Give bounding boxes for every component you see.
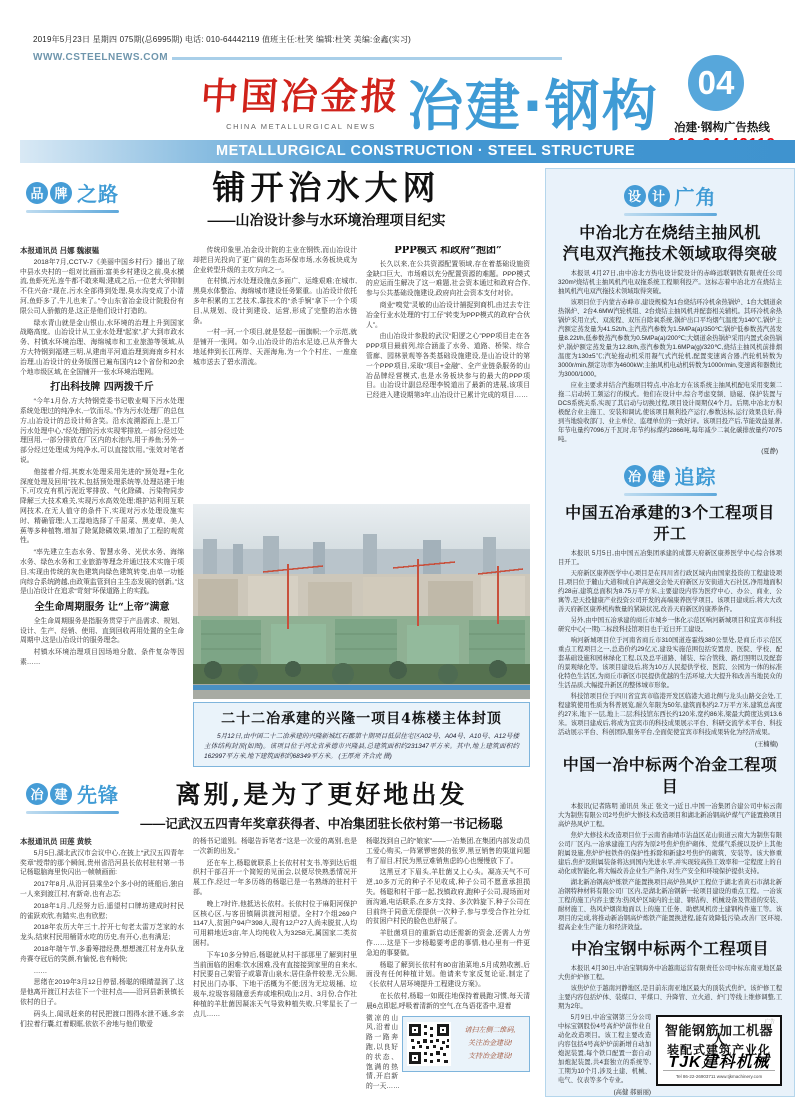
ad-brand: TJK建科机械 xyxy=(668,1053,770,1071)
article-column xyxy=(366,246,530,504)
paragraph: 另外,由中国五冶承建的商丘市城乡一体化示范区响河新城项目和宜宾市科技研究中心(一期)二标段科技馆项目也于近日开工建设。 xyxy=(558,617,782,634)
title-line: 中冶北方在烧结主抽风机 xyxy=(579,223,761,242)
dateline: 2019年5月23日 星期四 075期(总6995期) 电话: 010-64442119 值班主任:杜笑 编辑:杜笑 美编:金鑫(实习) xyxy=(33,35,412,44)
badge-label: 之路 xyxy=(77,184,119,206)
paragraph: 下车10多分钟后,杨聪就从村干部那里了解到村里当前面临的困难:饮水困难,没有直接接到家里的自来水,村民要自己架管子或靠背山泉水;居住条件较差,无公厕,村民出门办事、下地干活概为不便;因为无垃圾桶、垃圾车,垃圾容易随意丢弃或堆积成山;2月、3月份,合作社种植的羊肚菌因凝冻天气导致种植失败,只零星长了一点儿…… xyxy=(193,951,357,1018)
paragraph: 全生命周期服务是指服务贯穿于产品需求、规划、设计、生产、经销、使用、直到回收再用处置的全生命周期中,这是山冶设计的服务理念。 xyxy=(20,617,184,645)
author-signature: (夏静) xyxy=(761,448,778,456)
paragraph: 思绪在2019年3月12日停留,杨聪的眼睛湿润了,这是他离开渡江村去往下一个驻村点——沿河县新景镇长依村的日子。 xyxy=(20,979,184,1006)
author-signature: (王楠楠) xyxy=(754,741,778,749)
caption-text xyxy=(204,732,519,762)
badge-circle: 冶 xyxy=(26,783,48,805)
article-title: 中国五冶承建的3个工程项目开工 xyxy=(565,503,775,544)
ad-headline: 智能钢筋加工机器人 xyxy=(664,1022,773,1047)
photo-credit: (王厚亮 齐合虎 摄) xyxy=(338,753,392,760)
paragraph: 杨聪找到自己的“娘家”——一冶集团,在集团内部发动员工爱心购买,一阵紧锣密鼓的张罗,黑豆销售的渠道问题有了眉目,村民为黑豆难销焦虑的心也慢慢放下了。 xyxy=(366,838,530,865)
sidebar-article-tracking xyxy=(558,461,782,748)
paragraph: 他接着介绍,其废水处理采用先进的“预处理+生化深度处理及回用”技术,包括预处理系统等,处理站建于地下,可攻克有机污泥近零排放、气化除磷、污染物同步降解三大技术难关,实现污水高效处理;维护站利用互联网技术,在无人值守的条件下,实现对污水处理设施实时、精确管理;人工湿地选择了千屈菜、黑麦草、美人蕉等多种植物,增加了除氮除磷效果,增加了工程的观赏性。 xyxy=(20,468,184,545)
badge-circle: 冶 xyxy=(624,465,646,487)
hotline-label: 冶建·钢构广告热线 xyxy=(674,122,770,134)
paragraph: 本报讯 4月27日,由中冶北方热电设计院设计的赤峰远联钢铁有限责任公司320m²烧结机主抽风机汽电双拖系统工程顺利投产。这标志着中冶北方在烧结主抽风机汽电双汽拖技术领域取得突破。 xyxy=(558,270,782,296)
page-number-badge: 04 xyxy=(688,55,744,111)
website-url: WWW.CSTEELNEWS.COM xyxy=(33,52,169,63)
qr-promo-line: 请扫左侧二维码, xyxy=(464,1027,516,1035)
paragraph: 村镇水环境治理项目因场地分散、条件复杂等因素…… xyxy=(20,649,184,667)
paragraph: 湖北新冶钢高炉炼铁产能置换项目高炉热风炉工程位于湖北省黄石市湖北新冶钢特种材料有限公司厂区内,是湖北新冶钢新一轮项目建设的重点工程。一冶该工程的施工内容主要为:热风炉区域内的土建、钢结构、机械设备及管道的安装、耐材施工、热风炉烟囱地面以上的施工任务、助燃风机房土建钢构件施工等。该项目的完成,将推动新冶钢高炉炼铁产能置换进程,能有效降低污染,改善厂区环境,提高企业生产能力和经济效益。 xyxy=(558,878,782,931)
section-banner: METALLURGICAL CONSTRUCTION · STEEL STRUCTURE xyxy=(20,140,795,163)
paragraph: 本报讯 4月30日,中冶宝钢海外中冶越南运营有限责任公司中标东南亚地区最大焦炉炉修工程。 xyxy=(558,964,782,981)
article-subtitle: ——山冶设计参与水环境治理项目纪实 xyxy=(207,212,446,229)
qr-code xyxy=(407,1022,451,1066)
header-rule xyxy=(172,57,562,60)
masthead xyxy=(196,66,406,131)
sidebar-article-design xyxy=(558,181,782,455)
badge-underline xyxy=(26,811,119,814)
qr-promo-box xyxy=(402,1016,530,1072)
paragraph: 晚上7时许,他抵达长依村。长依村位于麻阳河保护区核心区,与客田镇隔洪渡河相望。全村7个组269户1147人,贫困户94户398人,现有12户27人尚未脱贫,人均可用耕地近3亩,年人均纯收入为3258元,属国家二类贫困村。 xyxy=(193,900,357,947)
badge-circle: 建 xyxy=(50,783,72,805)
badge-label: 广角 xyxy=(674,187,717,209)
paragraph: 2018年7月,CCTV-7《美丽中国乡村行》播出了琼中县水央村的一组对比画面:富美乡村建设之前,臭水横流,鱼虾死光,连牛都不敢来喝;建成之后,一位老大爷抑制不住兴奋:“现在,污水全部得到处理,臭水沟变成了小清河,鱼虾多了,牛儿也来了。”令山东省冶金设计院股份有限公司人骄傲的是,这正是他们设计打造的。 xyxy=(20,258,184,315)
paragraph: 传统印象里,冶金设计院的主业在钢铁,而山冶设计却把目光投向了更广阔的生态环保市场,水务板块成为企业转型升级的主攻方向之一。 xyxy=(193,247,357,274)
paragraph: 该项目位于内蒙古赤峰市,建设规模为1台烧结环冷机余热锅炉、1台大烟道余热锅炉、2台4.6MW汽轮机组、2台烧结主抽风机并配套相关辅机。其环冷机余热锅炉采用立式、双流程、双压自除氧系统,锅炉出口平均烟气温度为140℃,锅炉主汽额定蒸发量为41.52t/h,主汽蒸汽参数为1.5MPa(a)/350℃;锅炉低参数蒸汽蒸发量8.22t/h,低参数蒸汽参数为0.5MPa(a)/200℃;大烟道余热锅炉采用内置式余热锅炉,锅炉额定蒸发量为12.8t/h,蒸汽参数为1.6MPa(g)/320℃,烧结主抽风机前排烟温度为130±5℃;汽轮拖动机采用凝气式汽轮机,配置变速离合器,汽轮机转数为3000r/min,额定功率为4600kW;主抽风机电动机转数为1000r/min,变速离和器数比为3000/1000。 xyxy=(558,299,782,379)
paragraph: 码头上,闻讯赶来的村民把渡口围得水泄不通,乡亲们拉着行囊,红着眼眶,依依不舍地与他们敬爱 xyxy=(20,1010,184,1028)
article-first-secretary xyxy=(20,775,538,1099)
paragraph: 长久以来,在公共资源配置领域,存在着基础设施资金缺口巨大、市场难以充分配置资源的难题。PPP模式的应运而生解决了这一难题,社会资本通过和政府合作,参与公共基础设施建设,政府向社会资本支付对价。 xyxy=(366,260,530,298)
ad-label: 广告 xyxy=(764,1018,775,1025)
paragraph: 焦炉大修技术改造项目位于云南省曲靖市沾益区花山街道云南大为制焦有限公司厂区内,一冶承建施工内容为原2号焦炉焦炉砌体、荒煤气系统以及炉上其他附属设施,焦炉炉柱铁件的保护性拆除和新建2号焦炉的砌筑、安装等。该大修重建后,焦炉及附属装备将达到国内先进水平,并实现较高热工效率和一定程度上的自动化或智能化,将大幅改善企业生产条件,对生产安全和环境保护提供支持。 xyxy=(558,831,782,875)
byline: 本报通讯员 田莲 黄轶 xyxy=(20,837,92,846)
article-title xyxy=(558,222,782,264)
byline: 本报通讯员 吕娜 魏淑韫 xyxy=(20,246,100,255)
paragraph: 科技馆项目位于四川省宜宾市临港开发区临港大道北侧与龙头山路交会处,工程建筑使用性质为科普展览,耐久年限为50年,建筑面积约2.7万平方米,建筑总高度约27米,地下一层,地上二层;科技馆东西长约120米,宽约86米,梁最大跨度达到13.6米。该项目建成后,将成为宜宾市的科技成果展示平台、科研交流学术平台、科技活动展示平台、科创团队服务平台,全面促使宜宾市科技成果转化为经济成果。 xyxy=(558,693,782,737)
sidebar-article-baosteel xyxy=(558,938,782,1096)
sub-headline: PPP模式 和政府“抱团” xyxy=(394,246,502,256)
paragraph: 在长依村,杨聪一如既往地保持着晨跑习惯,每天清晨6点即起,呼吸着清新的空气,在鸟语花香中,迎着 xyxy=(366,992,530,1010)
main-content xyxy=(20,168,538,1099)
paragraph: 2018年端午节,多番筹措经费,想想渡江村龙舟队龙舟赛夺冠后的笑颜,有愉悦,也有畅快; xyxy=(20,945,184,963)
badge-circle: 设 xyxy=(624,185,646,207)
sub-headline: 全生命周期服务 让“上帝”满意 xyxy=(34,602,170,614)
advertisement-box xyxy=(656,1015,782,1086)
construction-photo xyxy=(193,504,530,699)
paragraph: 本报讯(记者陈明 通讯员 朱正 张文一)近日,中国一冶集团合建公司中标云南大为制焦有限公司2号焦炉大修技术改造项目和湖北新冶钢高炉煤气产能置换项目高炉热风炉工程。 xyxy=(558,802,782,828)
ad-subline: 装配式建筑产业化 xyxy=(666,1042,771,1057)
paragraph: …… xyxy=(33,967,48,975)
photo-caption-box xyxy=(193,702,530,767)
article-title: 中冶宝钢中标两个工程项目 xyxy=(570,938,769,958)
article-title: 铺开治水大网 xyxy=(212,168,441,207)
title-line: 汽电双汽拖技术领域取得突破 xyxy=(562,244,778,264)
paragraph: 2018年1月,几经努力后,遥望村口牌坊建成时村民的雀跃欢欣,有踏实,也有欣慰; xyxy=(20,902,184,920)
paragraph: 一村一河,一个项目,就是竖起一面旗帜;一个示范,就是铺开一张网。如今,山冶设计的治水足迹,已从齐鲁大地延伸到长江两岸、天涯海角,为一个个村庄、一座座城市送去了碧水清流。 xyxy=(193,329,357,366)
paragraph: 2017年8月,从沿河县乘坐2个多小时的班船后,独自一人来到渡江村,有新奇,也有忐忑; xyxy=(20,881,184,898)
paragraph: “今年1月份,方大特钢党委书记敬业喝下污水处理系统处理过的纯净水,一饮而尽。”作为污水处理厂的总包方,山冶设计的总设计师含笑。沿水流溯源而上,是工厂污水处理中心,“经处理的污水实现零排放,一部分经过处理回用,一部分排放在厂区内的水池内,用于养鱼;另外一部分经过处理成为纯净水,可以直接饮用。”张效对笔者说。 xyxy=(20,398,184,464)
design-view-badge xyxy=(624,181,717,216)
sub-headline: 打出科技牌 四两拨千斤 xyxy=(50,382,154,394)
paragraph: 杨聪了解到长依村有80亩油菜地,5月成熟收割,后面没有任何种植计划。他请来专家反复论证,制定了《长依村人居环境提升工程建设方案》。 xyxy=(366,961,530,989)
sidebar xyxy=(545,168,795,1097)
qr-promo-line: 支持冶金建设! xyxy=(468,1053,512,1061)
badge-underline xyxy=(624,213,717,216)
paragraph: 本报讯 5月5日,由中国五冶集团承建的成都天府新区康养医学中心综合体项目开工。 xyxy=(558,550,782,567)
caption-body: 5月12日,由中国二十二冶承建的兴隆新城红石郡第十期项目低层住宅区A02号、A04号、A10号、A12号楼主体结构封顶(如图)。该项目位于河北省承德市兴隆县,总建筑面积约231347平方米。其中,地上建筑面积约162997平方米,地下建筑面积约68349平方米。 xyxy=(204,733,519,760)
badge-underline xyxy=(26,210,119,213)
paragraph: 5月9日,中冶宝钢第三分公司中标宝钢股份4号高炉炉前作业自动化改造项目。该工程主要改造内容包括4号高炉炉前新增自动加炮泥装置,每个铁口配置一套自动加炮泥装置,共4套独立的系统等,工期为10个月,涉及土建、机械、电气、仪表等多个专业。 xyxy=(558,1013,651,1084)
article-title: 中国一冶中标两个冶金工程项目 xyxy=(562,755,778,796)
paragraph: 的杨书记道别。杨聪告诉笔者:“这是一次爱的离别,也是一次新的出发。” xyxy=(193,838,357,855)
caption-title: 二十二冶承建的兴隆一项目4栋楼主体封顶 xyxy=(221,711,502,727)
paragraph: 该焦炉位于越南河静地区,是目前东南亚地区最大的顶装式焦炉。该炉修工程主要内容包括炉体、装煤口、平煤口、升降管、立火道、炉门等线上维修调整,工期为2年。 xyxy=(558,984,782,1010)
article-column xyxy=(20,837,184,1099)
qr-promo-text xyxy=(455,1024,525,1063)
masthead-brand-en: CHINA METALLURGICAL NEWS xyxy=(226,122,376,131)
masthead-brand-cn: 中国冶金报 xyxy=(199,74,403,118)
badge-circle: 牌 xyxy=(50,182,72,204)
badge-circle: 品 xyxy=(26,182,48,204)
ad-contact: Tel 86-22-26903711 www.tjkmachinery.com xyxy=(663,1070,775,1081)
paragraph: 响河新城项目位于河南省商丘市310国道连霍线380公里处,是商丘市示范区重点工程项目之一,总造价约29亿元,建设实施范围包括安置房、医院、学校、配套基础设施和园林绿化工程,以及总平道路、铺装、综合管线、路灯照明以及配套的景观绿化等。该项目建设后,将为10万人民提供学校、医院、公园为一体的标准化特色生活区,为商丘市新区市民提供优越的生活环境,大大提升和改善当地民众的生活品质,大幅提升新区的整体城市形象。 xyxy=(558,637,782,690)
badge-label: 先锋 xyxy=(77,785,119,807)
author-signature: (高健 郝丽丽) xyxy=(613,1088,651,1096)
paragraph: 羊肚菌项目的重新启动还需新的资金,还需人力劳作……这是下一步杨聪要考虑的事情,他心里有一件更急迫的事要做。 xyxy=(366,930,530,957)
article-column xyxy=(366,837,530,1099)
badge-label: 追踪 xyxy=(674,467,717,490)
badge-circle: 计 xyxy=(648,185,670,207)
paragraph: 应业主要求并结合汽拖项目特点,中冶北方在该系统主抽风机配电采用变频二拖二启动转工频运行的模式。他们在设计中,综合考虑变频、励磁、保护装置与DCS系统关系,实现了其启动与切换过程,项目设计周期仅4个月。后期,中冶北方积极配合业主施工、安装和调试,使该项目顺利投产运行,参数达标,运行效果良好,得到当地验收部门、业主单位、监理单位的一致好评。该项目投产后,节能效益显著,年节电量约7096万千瓦时,年节约标煤约2866吨,每年减少二氧化碳排放量约7075吨。 xyxy=(558,382,782,444)
article-water-treatment xyxy=(20,170,538,769)
paragraph: 天府新区康养医学中心项目是在四川省行政区域内由国家投资的工程建设项目,项目位于麓山大道和成自泸高速交会处天府新区万安街道大石社区,净用地面积约28亩,建筑总面积为8.75万平方米,主要建设内容为医疗中心、办公、商业、公寓等,是天投健康产业投资公司开发的高端康养医学项目。该项目建成后,将大大改善天府新区康养机构数量的紧缺状况,改善天府新区的康养条件。 xyxy=(558,570,782,614)
paragraph: 微凉的山风,沿着山路一路奔跑,以良好的状态、饱满的热情,开启新的一天…… xyxy=(366,1014,400,1091)
badge-underline xyxy=(624,493,717,496)
pioneer-badge xyxy=(26,779,119,814)
qr-promo-line: 关注冶金建设! xyxy=(468,1040,512,1048)
paragraph: 商业“嗅觉”灵敏的山冶设计捕捉到商机,由过去专注冶金行业水处理的“打工仔”转变为PPP模式的政府“合伙人”。 xyxy=(366,301,530,329)
badge-circle: 建 xyxy=(648,465,670,487)
article-column xyxy=(20,246,184,769)
paragraph: 这黑豆才下眉头,羊肚菌又上心头。凝冻天气不可逆,10多万元的种子不见收成,种子公司不愿意承担损失。杨聪和村干部一起,找镇政府,跑种子公司,现场面对面沟通,电话联系,在多方支持、多次斡旋下,种子公司在目前终于同意无偿提供一次种子,参与享受合作社分红的贫困户村民的脸色也舒展了。 xyxy=(366,869,530,926)
paragraph: 还在车上,杨聪就联系上长依村村支书,等到达后组织村干部召开一个简短的见面会,以便尽快熟悉情况开展工作,经过一年多历练的杨聪已是一名熟练的驻村干部。 xyxy=(193,859,357,896)
paragraph: “率先建立生态水务、智慧水务、光伏水务、海绵水务、绿色水务和工业旅游等理念并通过技术实施于项目,实现由传统的灰色建筑向绿色建筑转变,由单一功能向综合系统跨越,由政策监管到自主生态发展的创新。”这是山冶设计在追求“苛刻”环保道路上的实践。 xyxy=(20,549,184,596)
section-title: 冶建·钢构 xyxy=(408,74,659,138)
article-column xyxy=(193,837,357,1099)
paragraph: 5月5日,湖北武汉市会议中心,在披上“武汉五四青年奖章”绶带的那个瞬间,贵州省沿河县长依村驻村第一书记杨聪脑海里快闪出一帧帧画面: xyxy=(20,849,184,877)
brand-road-badge xyxy=(26,178,119,213)
article-title: 离别,是为了更好地出发 xyxy=(175,780,468,809)
paragraph: 在村镇,污水处理设施点多面广、运维艰难;在城市,黑臭水体整治、海绵城市建设任务繁重。山冶设计依托多年积累的工艺技术,靠技术的“杀手锏”拿下一个个项目,从规划、设计到建设、运营,形成了完整的治水链条。 xyxy=(193,278,357,325)
sidebar-article-yiye xyxy=(558,754,782,931)
article-subtitle: ——记武汉五四青年奖章获得者、中冶集团驻长依村第一书记杨聪 xyxy=(140,817,503,831)
paragraph: 绿水青山就是金山银山,水环境的治理上升到国家战略高度。山冶设计从工业水处理“起家”,扩大到市政水务、村镇水环境治理、海绵城市和工业旅游等领域,从方大特钢到福建三明,从建南平河道治理到海南乡村水治理,山冶设计的业务版图已遍布国内12个省份和20余个地市级区域,在全国铺开一张水环境治理网。 xyxy=(20,319,184,376)
paragraph: 2018年农历大年三十,拧开七旬老太雷万芝家的水龙头,结束村民用桶背水吃的历史,有开心,也有满足; xyxy=(20,924,184,942)
paragraph: 由山冶设计参股的武汉“阳逻之心”PPP项目走在各PPP项目最前列,综合涵盖了水务、道路、桥梁、综合管廊、园林景观等各类基础设施建设,是山冶设计的第一个PPP项目,采取“项目+金融”、全产业链条服务的山冶品牌经营模式,也是水务板块参与的最大的PPP项目。山冶设计副总经理李锐道出了最新的进展,该项目已经进入建设期第3年,山冶设计已累计完成的项目…… xyxy=(366,333,530,400)
tracking-badge xyxy=(624,461,717,496)
article-column xyxy=(193,246,357,504)
